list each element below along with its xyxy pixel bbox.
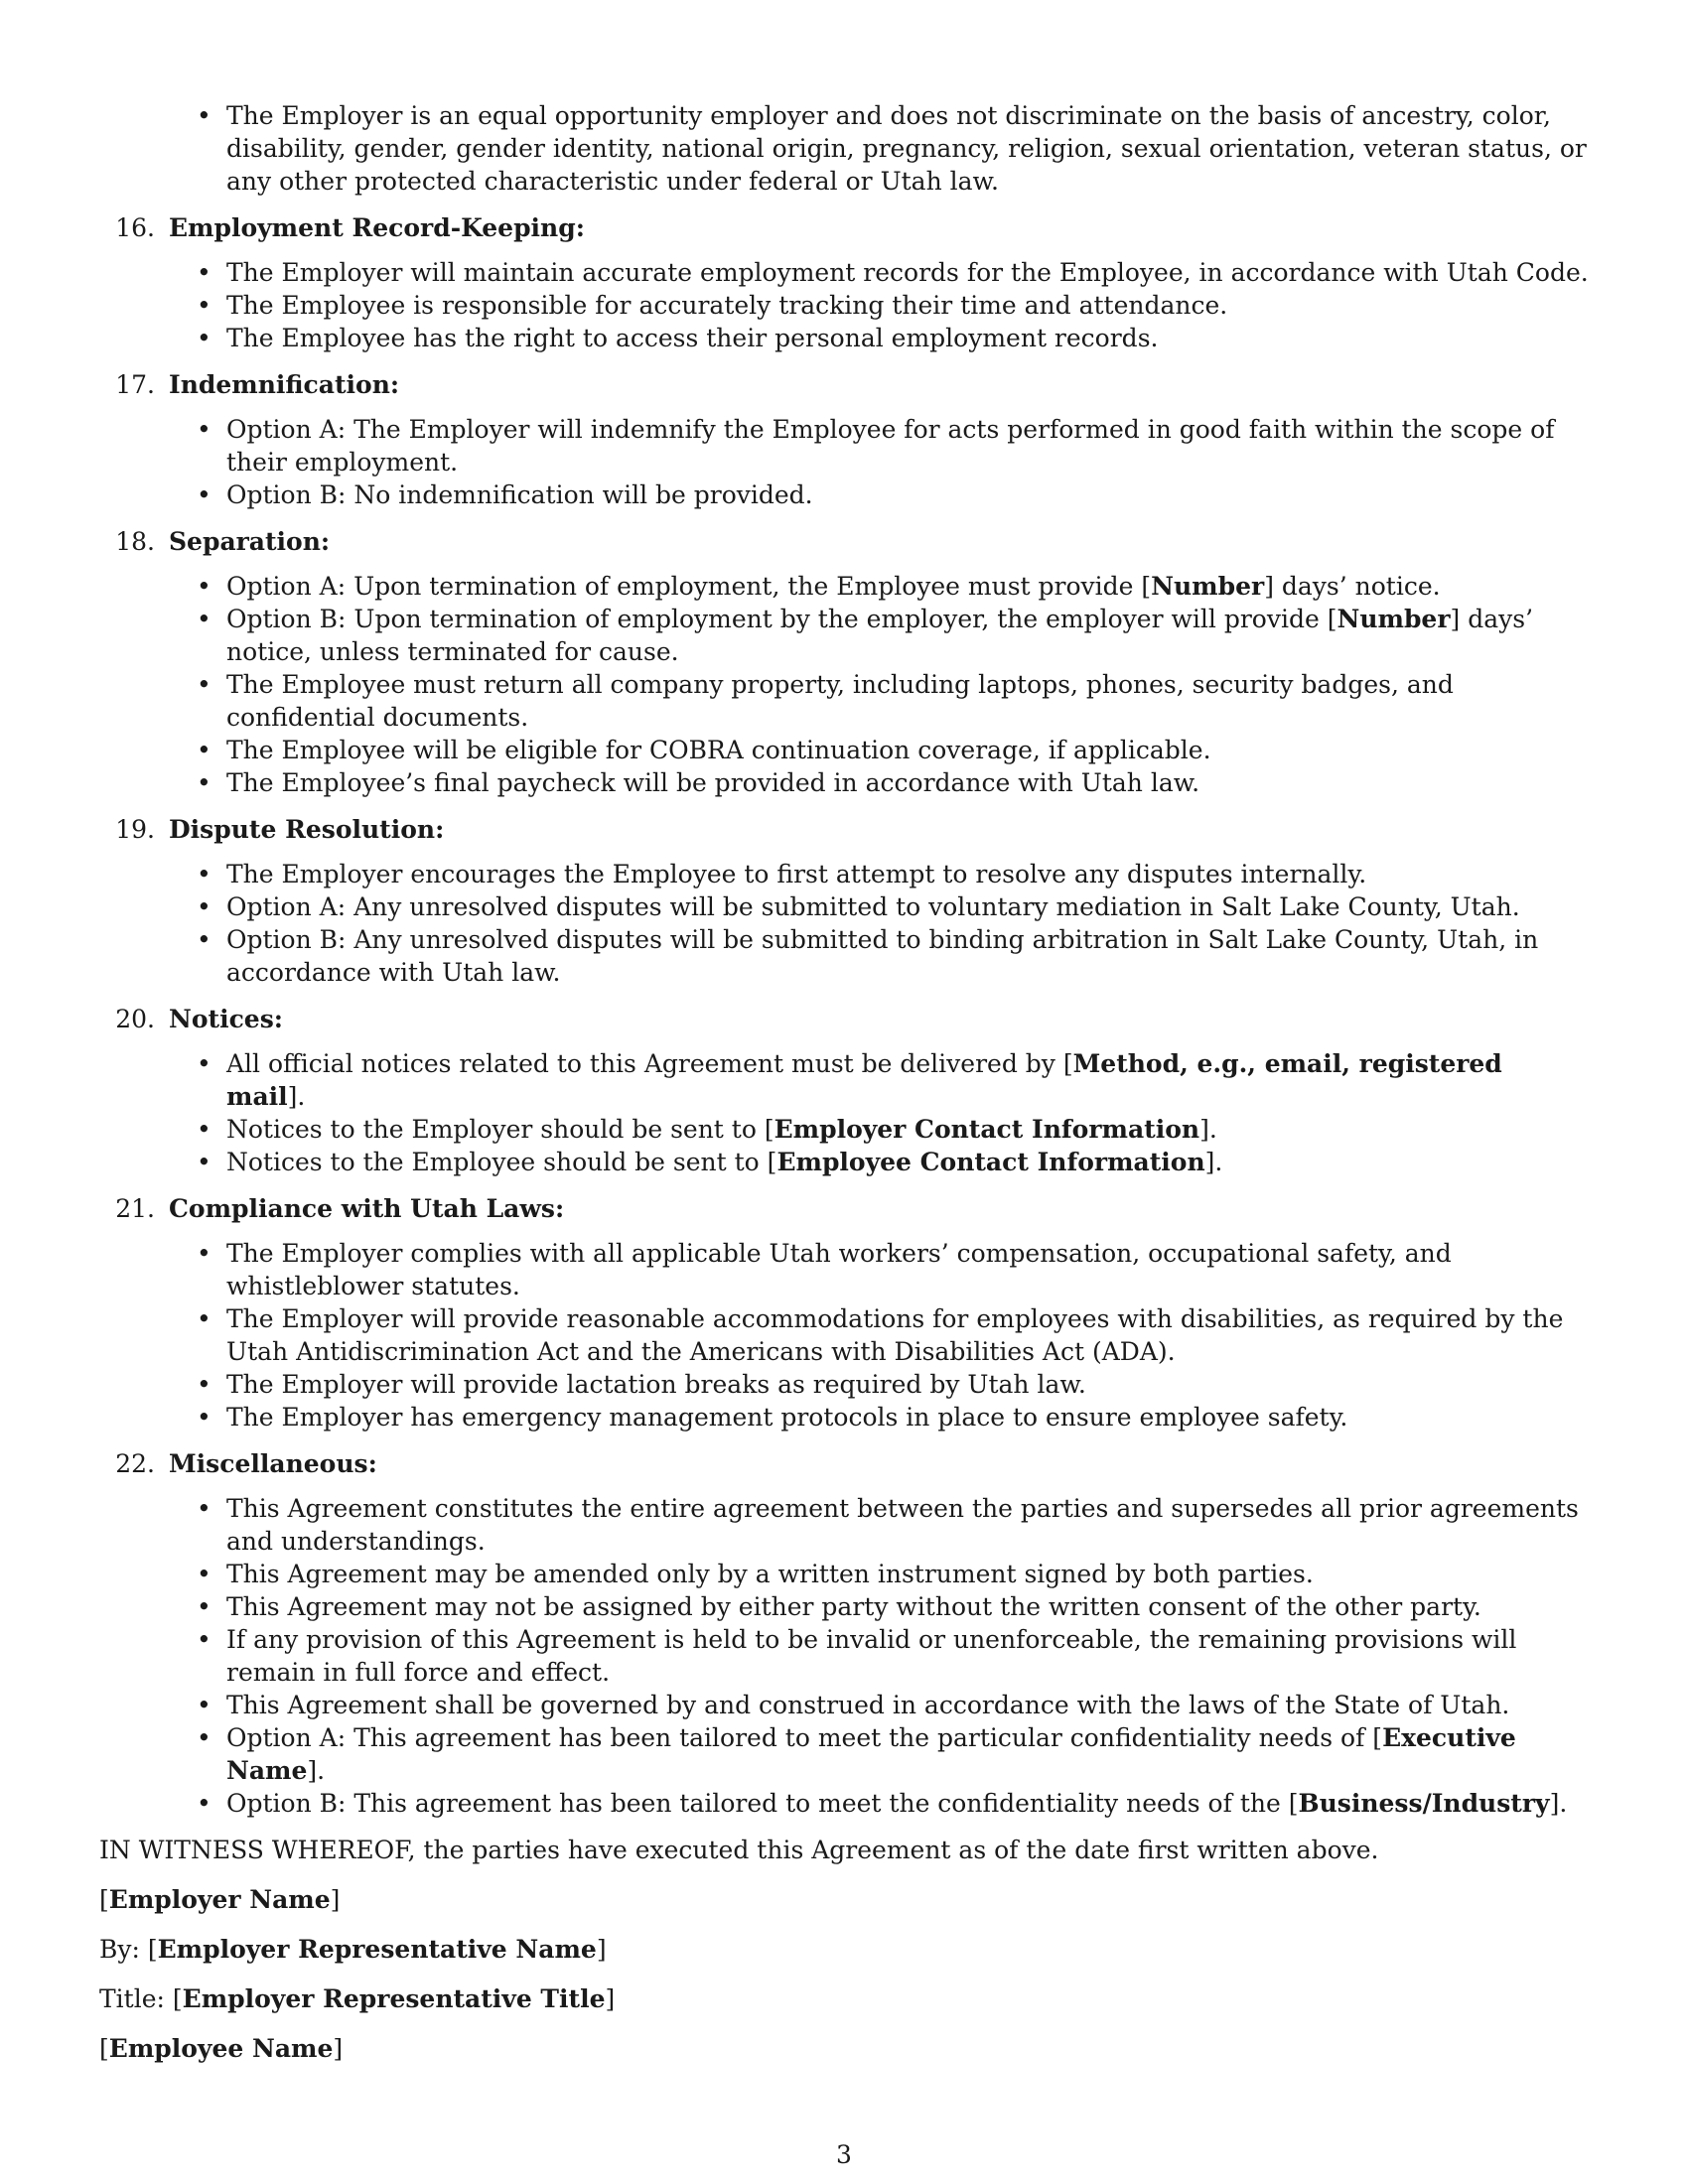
section-title: Separation: (169, 527, 331, 556)
list-item: • This Agreement may not be assigned by either party without the written consent of the other party. (99, 1590, 1589, 1623)
list-item: • The Employer complies with all applicable Utah workers’ compensation, occupational safety, and whistleblower statutes. (99, 1237, 1589, 1302)
list-item: • The Employee must return all company property, including laptops, phones, security badges, and confidential documents. (99, 668, 1589, 734)
section-21 (99, 1192, 1589, 1433)
section-heading (99, 525, 1589, 558)
bullet-list (99, 256, 1589, 354)
section-title: Employment Record-Keeping: (169, 213, 585, 242)
list-item: • The Employer will provide lactation breaks as required by Utah law. (99, 1368, 1589, 1401)
signature-title-line: Title: [Employer Representative Title] (99, 1984, 616, 2013)
list-item: • This Agreement shall be governed by and construed in accordance with the laws of the State of Utah. (99, 1689, 1589, 1721)
section-15-continuation (99, 99, 1589, 198)
section-heading (99, 211, 1589, 244)
signature-employee-name: [Employee Name] (99, 2034, 344, 2063)
list-item: • Notices to the Employer should be sent to [Employer Contact Information]. (99, 1113, 1589, 1146)
section-16 (99, 211, 1589, 354)
signature-by-line: By: [Employer Representative Name] (99, 1935, 607, 1964)
bullet-list (99, 570, 1589, 799)
list-item: • The Employer has emergency management protocols in place to ensure employee safety. (99, 1401, 1589, 1433)
bullet-list (99, 413, 1589, 511)
list-item: • Option B: This agreement has been tailored to meet the confidentiality needs of the [Business/Industry]. (99, 1787, 1589, 1820)
bullet-list (99, 1047, 1589, 1178)
section-heading (99, 1003, 1589, 1035)
bullet-list (99, 1237, 1589, 1433)
bullet-list (99, 858, 1589, 989)
section-22 (99, 1447, 1589, 1820)
list-item: • This Agreement constitutes the entire agreement between the parties and supersedes all prior agreements and understandings. (99, 1492, 1589, 1558)
list-item: • This Agreement may be amended only by a written instrument signed by both parties. (99, 1558, 1589, 1590)
sections-container (99, 211, 1589, 1820)
page-number: 3 (836, 2140, 852, 2169)
list-item: • Option B: Upon termination of employment by the employer, the employer will provide [Number] days’ notice, unless terminated for cause. (99, 603, 1589, 668)
section-title: Notices: (169, 1005, 284, 1033)
section-heading (99, 813, 1589, 846)
list-item: • The Employer is an equal opportunity employer and does not discriminate on the basis of ancestry, color, disability, gender, gender identity, national origin, pregnancy, religion, sexual orientation, veteran status, or any other protected characteristic under federal or Utah law. (99, 99, 1589, 198)
list-item: • Option A: Any unresolved disputes will be submitted to voluntary mediation in Salt Lake County, Utah. (99, 890, 1589, 923)
section-number: 17. (115, 370, 155, 399)
section-number: 22. (115, 1449, 155, 1478)
section-heading (99, 1447, 1589, 1480)
section-title: Miscellaneous: (169, 1449, 377, 1478)
signature-employer-name: [Employer Name] (99, 1885, 341, 1914)
document-page (99, 99, 1589, 2065)
section-19 (99, 813, 1589, 989)
list-item: • The Employer will maintain accurate employment records for the Employee, in accordance with Utah Code. (99, 256, 1589, 289)
list-item: • Option A: This agreement has been tailored to meet the particular confidentiality needs of [Executive Name]. (99, 1721, 1589, 1787)
section-heading (99, 1192, 1589, 1225)
witness-statement: IN WITNESS WHEREOF, the parties have executed this Agreement as of the date first written above. (99, 1836, 1379, 1864)
section-number: 20. (115, 1005, 155, 1033)
list-item: • The Employee is responsible for accurately tracking their time and attendance. (99, 289, 1589, 322)
section-18 (99, 525, 1589, 799)
bullet-list (99, 1492, 1589, 1820)
bullet-list (99, 99, 1589, 198)
section-number: 16. (115, 213, 155, 242)
list-item: • The Employee will be eligible for COBRA continuation coverage, if applicable. (99, 734, 1589, 766)
section-20 (99, 1003, 1589, 1178)
list-item: • Option A: Upon termination of employment, the Employee must provide [Number] days’ notice. (99, 570, 1589, 603)
list-item: • If any provision of this Agreement is held to be invalid or unenforceable, the remaining provisions will remain in full force and effect. (99, 1623, 1589, 1689)
section-title: Compliance with Utah Laws: (169, 1194, 565, 1223)
list-item: • The Employee has the right to access their personal employment records. (99, 322, 1589, 354)
list-item: • Option B: Any unresolved disputes will be submitted to binding arbitration in Salt Lake County, Utah, in accordance with Utah law. (99, 923, 1589, 989)
section-title: Dispute Resolution: (169, 815, 445, 844)
section-number: 21. (115, 1194, 155, 1223)
section-number: 18. (115, 527, 155, 556)
list-item: • The Employee’s final paycheck will be provided in accordance with Utah law. (99, 766, 1589, 799)
section-title: Indemnification: (169, 370, 400, 399)
list-item: • The Employer encourages the Employee to first attempt to resolve any disputes internally. (99, 858, 1589, 890)
section-17 (99, 368, 1589, 511)
list-item: • Option B: No indemnification will be provided. (99, 478, 1589, 511)
list-item: • Option A: The Employer will indemnify the Employee for acts performed in good faith within the scope of their employment. (99, 413, 1589, 478)
list-item: • Notices to the Employee should be sent to [Employee Contact Information]. (99, 1146, 1589, 1178)
list-item: • The Employer will provide reasonable accommodations for employees with disabilities, as required by the Utah Antidiscrimination Act and the Americans with Disabilities Act (ADA). (99, 1302, 1589, 1368)
list-item: • All official notices related to this Agreement must be delivered by [Method, e.g., email, registered mail]. (99, 1047, 1589, 1113)
section-heading (99, 368, 1589, 401)
section-number: 19. (115, 815, 155, 844)
